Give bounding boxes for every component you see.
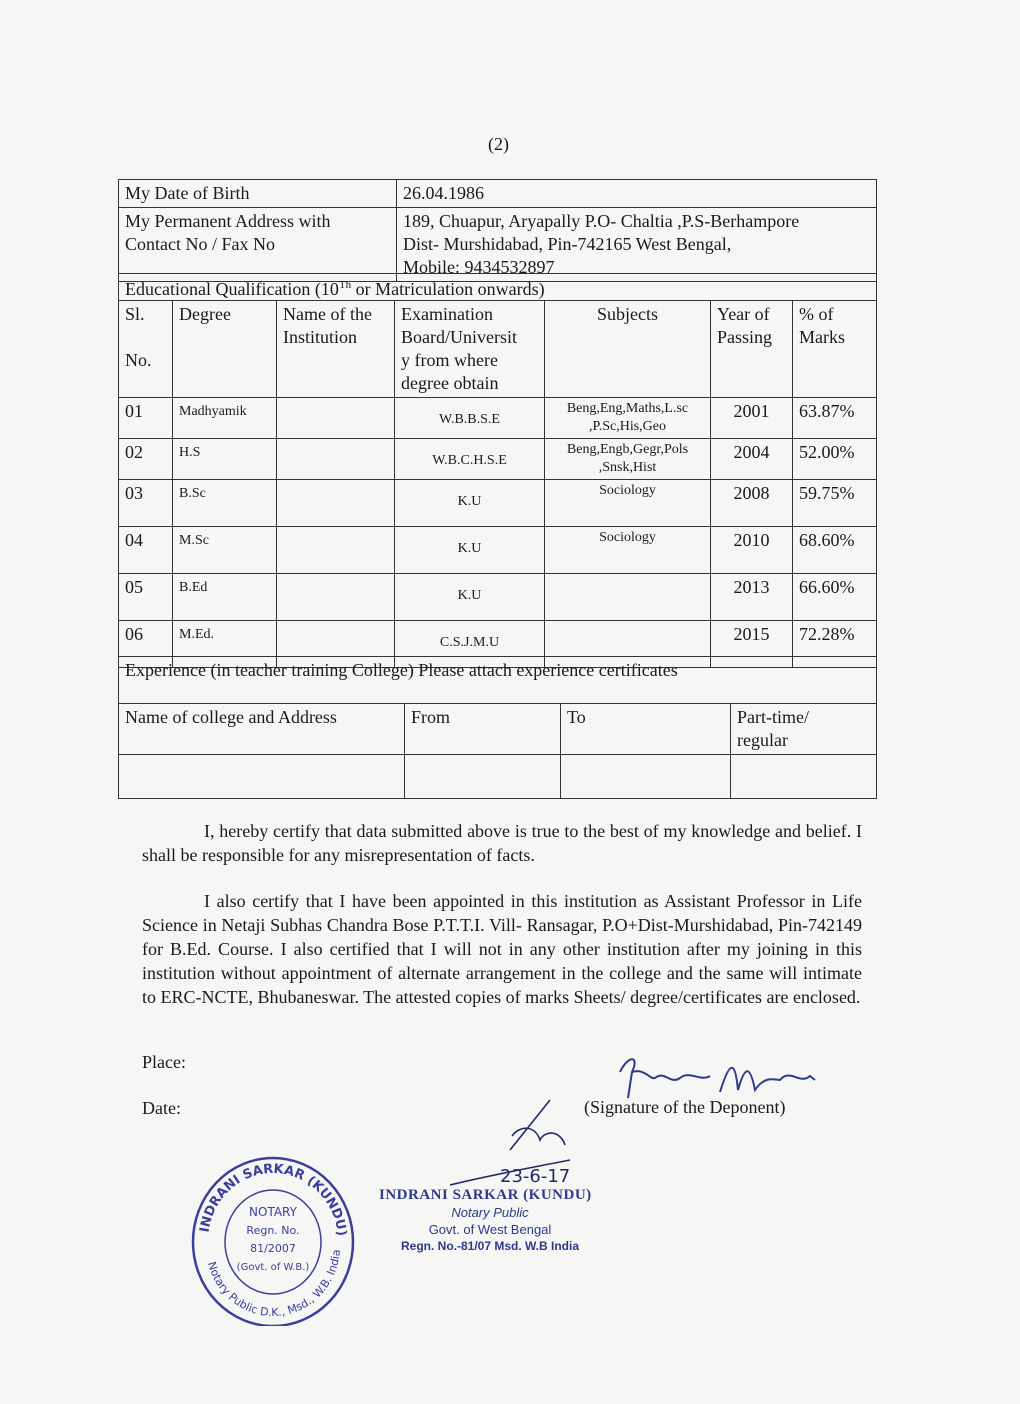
cell-institution — [277, 439, 395, 480]
address-label-line: Contact No / Fax No — [125, 234, 275, 254]
cell-degree: B.Ed — [173, 574, 277, 621]
notary-title: Notary Public — [451, 1205, 529, 1220]
header-year-1: Year of — [717, 304, 770, 324]
notary-initial-date: 23-6-17 — [500, 1166, 571, 1187]
seal-ring-bottom: Notary Public D.K., Msd., W.B. India — [205, 1248, 343, 1320]
header-board-1: Examination — [401, 304, 493, 324]
experience-empty-row — [119, 755, 877, 799]
exp-cell-empty — [119, 755, 405, 799]
table-row — [119, 527, 877, 574]
cell-subjects — [545, 480, 711, 527]
exp-col-to: To — [561, 704, 731, 755]
header-marks-1: % of — [799, 304, 834, 324]
header-year-2: Passing — [717, 327, 773, 347]
cell-institution — [277, 574, 395, 621]
table-row — [119, 574, 877, 621]
header-sl-1: Sl. — [125, 304, 145, 324]
dob-label: My Date of Birth — [119, 180, 397, 208]
cell-marks: 68.60% — [793, 527, 877, 574]
seal-center-line: Regn. No. — [246, 1224, 300, 1237]
address-label-line: My Permanent Address with — [125, 211, 331, 231]
subjects-line: Beng,Eng,Maths,L.sc — [566, 401, 689, 416]
cell-institution — [277, 527, 395, 574]
cell-marks: 59.75% — [793, 480, 877, 527]
cell-board: W.B.B.S.E — [395, 398, 545, 439]
exp-col-type-1: Part-time/ — [737, 707, 809, 727]
exp-col-type-2: regular — [737, 730, 788, 750]
exp-col-from: From — [405, 704, 561, 755]
education-heading-post: or Matriculation onwards) — [351, 279, 545, 299]
education-heading-sup: Th — [338, 279, 352, 291]
experience-table — [118, 656, 877, 799]
cell-marks: 66.60% — [793, 574, 877, 621]
place-label: Place: — [142, 1052, 186, 1072]
cell-year: 2010 — [711, 527, 793, 574]
address-value — [397, 208, 877, 282]
cell-institution — [277, 480, 395, 527]
signature-caption: (Signature of the Deponent) — [584, 1097, 786, 1117]
page-number: (2) — [488, 134, 509, 154]
cell-sl: 01 — [119, 398, 173, 439]
cell-sl: 02 — [119, 439, 173, 480]
cell-board: C.S.J.M.U — [395, 621, 545, 668]
cell-year: 2001 — [711, 398, 793, 439]
experience-heading: Experience (in teacher training College) Please attach experience certificates — [119, 657, 877, 704]
education-heading — [119, 274, 877, 301]
mobile-line: Mobile: 9434532897 — [403, 257, 555, 277]
cell-subjects — [545, 439, 711, 480]
header-board-3: y from where — [401, 350, 498, 370]
cell-sl: 04 — [119, 527, 173, 574]
subjects-line: ,P.Sc,His,Geo — [588, 419, 666, 434]
cell-subjects — [545, 398, 711, 439]
dob-value: 26.04.1986 — [397, 180, 877, 208]
notary-name: INDRANI SARKAR (KUNDU) — [379, 1187, 592, 1203]
seal-center-line: (Govt. of W.B.) — [236, 1262, 310, 1273]
header-institution-1: Name of the — [283, 304, 372, 324]
exp-cell-empty — [405, 755, 561, 799]
cell-marks: 63.87% — [793, 398, 877, 439]
dob-row — [119, 180, 877, 208]
experience-header-row — [119, 704, 877, 755]
exp-cell-empty — [731, 755, 877, 799]
subjects-line: Sociology — [599, 483, 656, 498]
cell-subjects — [545, 527, 711, 574]
subjects-line: ,Snsk,Hist — [598, 460, 657, 475]
cell-sl: 05 — [119, 574, 173, 621]
education-heading-pre: Educational Qualification (10 — [125, 279, 339, 299]
cell-board: K.U — [395, 574, 545, 621]
table-row — [119, 480, 877, 527]
exp-col-type — [731, 704, 877, 755]
address-label — [119, 208, 397, 282]
header-sl — [119, 301, 173, 398]
declaration-paragraph-2: I also certify that I have been appointed in this institution as Assistant Professor in Life Science in Netaji Subhas Chandra Bose P.T.T.I. Vill- Ransagar, P.O+Dist-Murshidabad, Pin-742149 for B.Ed. Course. I also certified that I will not in any other institution after my joining in this institution without appointment of alternate arrangement in the college and the same will intimate to ERC-NCTE, Bhubaneswar. The attested copies of marks Sheets/ degree/certificates are enclosed. — [142, 891, 862, 1007]
cell-degree: M.Ed. — [173, 621, 277, 668]
declaration-paragraph-1: I, hereby certify that data submitted above is true to the best of my knowledge and belief. I shall be responsible for any misrepresentation of facts. — [142, 821, 862, 865]
table-row — [119, 398, 877, 439]
header-institution-2: Institution — [283, 327, 358, 347]
cell-year: 2015 — [711, 621, 793, 668]
education-rows — [119, 398, 877, 668]
notary-govt: Govt. of West Bengal — [428, 1222, 552, 1237]
address-line: Dist- Murshidabad, Pin-742165 West Bengal, — [403, 234, 732, 254]
table-row — [119, 439, 877, 480]
notary-initials-scribble — [450, 1090, 610, 1190]
cell-board: W.B.C.H.S.E — [395, 439, 545, 480]
subjects-line: Beng,Engb,Gegr,Pols — [566, 442, 689, 457]
cell-marks: 52.00% — [793, 439, 877, 480]
cell-subjects — [545, 574, 711, 621]
exp-col-name: Name of college and Address — [119, 704, 405, 755]
seal-center-line: 81/2007 — [250, 1242, 296, 1255]
cell-year: 2008 — [711, 480, 793, 527]
header-subjects: Subjects — [545, 301, 711, 398]
header-marks-2: Marks — [799, 327, 845, 347]
education-header-row — [119, 301, 877, 398]
personal-info-table — [118, 179, 877, 282]
header-board-2: Board/Universit — [401, 327, 517, 347]
header-marks — [793, 301, 877, 398]
notary-stamp-text — [377, 1187, 603, 1255]
header-institution — [277, 301, 395, 398]
education-main-table — [118, 273, 877, 668]
exp-cell-empty — [561, 755, 731, 799]
cell-sl: 06 — [119, 621, 173, 668]
seal-ring-top: INDRANI SARKAR (KUNDU) — [197, 1161, 349, 1237]
address-row — [119, 208, 877, 282]
header-degree: Degree — [173, 301, 277, 398]
header-sl-2: No. — [125, 350, 152, 370]
seal-center-line: NOTARY — [249, 1205, 297, 1219]
cell-board: K.U — [395, 527, 545, 574]
cell-degree: H.S — [173, 439, 277, 480]
notary-regn: Regn. No.-81/07 Msd. W.B India — [400, 1239, 580, 1253]
cell-year: 2004 — [711, 439, 793, 480]
cell-institution — [277, 398, 395, 439]
cell-board: K.U — [395, 480, 545, 527]
education-heading-row — [119, 274, 877, 301]
experience-heading-row — [119, 657, 877, 704]
cell-degree: Madhyamik — [173, 398, 277, 439]
header-board-4: degree obtain — [401, 373, 499, 393]
header-year — [711, 301, 793, 398]
cell-degree: B.Sc — [173, 480, 277, 527]
notary-seal — [188, 1146, 358, 1326]
cell-year: 2013 — [711, 574, 793, 621]
cell-sl: 03 — [119, 480, 173, 527]
address-line: 189, Chuapur, Aryapally P.O- Chaltia ,P.S-Berhampore — [403, 211, 800, 231]
date-label: Date: — [142, 1098, 181, 1118]
header-board — [395, 301, 545, 398]
subjects-line: Sociology — [599, 530, 656, 545]
cell-marks: 72.28% — [793, 621, 877, 668]
cell-degree: M.Sc — [173, 527, 277, 574]
